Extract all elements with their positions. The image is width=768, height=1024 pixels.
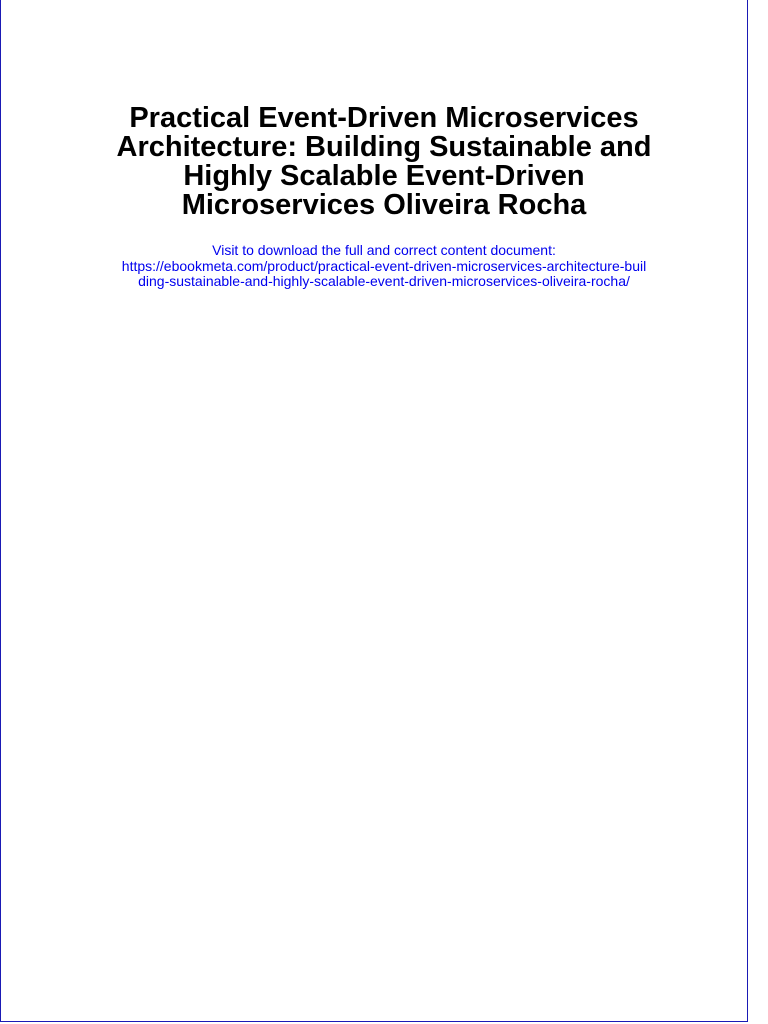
title-line-3: Highly Scalable Event-Driven: [183, 160, 585, 192]
title-line-4: Microservices Oliveira Rocha: [181, 189, 587, 221]
download-link-block: [1, 243, 767, 290]
document-title: [1, 104, 767, 220]
download-url-link[interactable]: [1, 259, 767, 290]
download-url-line-2[interactable]: ding-sustainable-and-highly-scalable-event-driven-microservices-oliveira-rocha/: [138, 273, 630, 289]
title-line-2: Architecture: Building Sustainable and: [116, 131, 652, 163]
download-url-line-1[interactable]: https://ebookmeta.com/product/practical-event-driven-microservices-architecture-buil: [121, 257, 647, 274]
download-prompt-text[interactable]: Visit to download the full and correct content document:: [212, 242, 556, 258]
title-line-1: Practical Event-Driven Microservices: [129, 102, 639, 134]
